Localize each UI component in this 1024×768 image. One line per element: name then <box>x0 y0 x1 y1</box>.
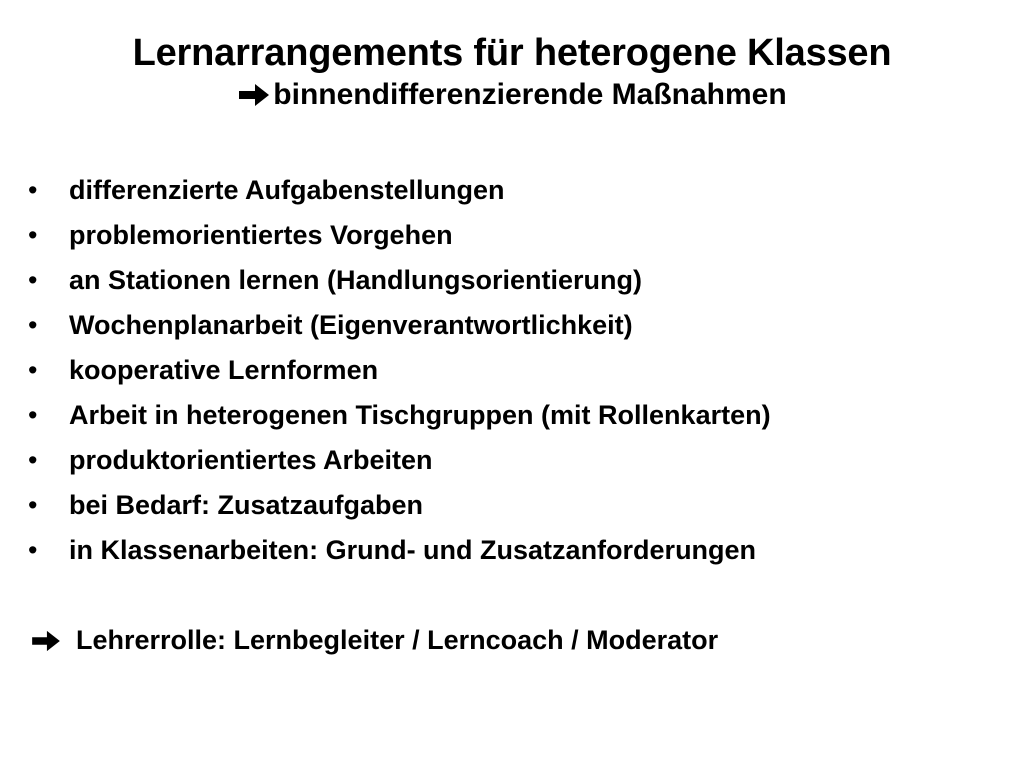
conclusion-line <box>30 618 718 663</box>
list-item-text: bei Bedarf: Zusatzaufgaben <box>69 490 424 520</box>
list-item <box>28 168 771 213</box>
bullet-icon <box>28 258 69 303</box>
bullet-icon <box>28 213 69 258</box>
title-subline <box>0 76 1024 114</box>
list-item-text: Wochenplanarbeit (Eigenverantwortlichkeit) <box>69 310 633 340</box>
bullet-icon <box>28 303 69 348</box>
list-item <box>28 258 771 303</box>
list-item <box>28 483 771 528</box>
list-item <box>28 303 771 348</box>
title-subtitle: binnendifferenzierende Maßnahmen <box>273 78 787 111</box>
title-main: Lernarrangements für heterogene Klassen <box>132 32 892 74</box>
list-item-text: in Klassenarbeiten: Grund- und Zusatzanforderungen <box>69 535 757 565</box>
bullet-icon <box>28 168 69 213</box>
conclusion-text: Lehrerrolle: Lernbegleiter / Lerncoach / Moderator <box>76 625 719 655</box>
list-item <box>28 348 771 393</box>
bullet-list <box>28 168 771 573</box>
list-item <box>28 393 771 438</box>
list-item-text: kooperative Lernformen <box>69 355 379 385</box>
list-item-text: Arbeit in heterogenen Tischgruppen (mit Rollenkarten) <box>69 400 771 430</box>
bullet-icon <box>28 483 69 528</box>
bullet-icon <box>28 528 69 573</box>
list-item-text: differenzierte Aufgabenstellungen <box>69 175 505 205</box>
right-arrow-icon <box>30 629 62 653</box>
list-item-text: an Stationen lernen (Handlungsorientierung) <box>69 265 643 295</box>
bullet-icon <box>28 348 69 393</box>
bullet-icon <box>28 438 69 483</box>
list-item-text: problemorientiertes Vorgehen <box>69 220 453 250</box>
list-item-text: produktorientiertes Arbeiten <box>69 445 433 475</box>
list-item <box>28 438 771 483</box>
bullet-icon <box>28 393 69 438</box>
list-item <box>28 213 771 258</box>
list-item <box>28 528 771 573</box>
right-arrow-icon <box>237 82 271 108</box>
slide-title <box>0 30 1024 114</box>
